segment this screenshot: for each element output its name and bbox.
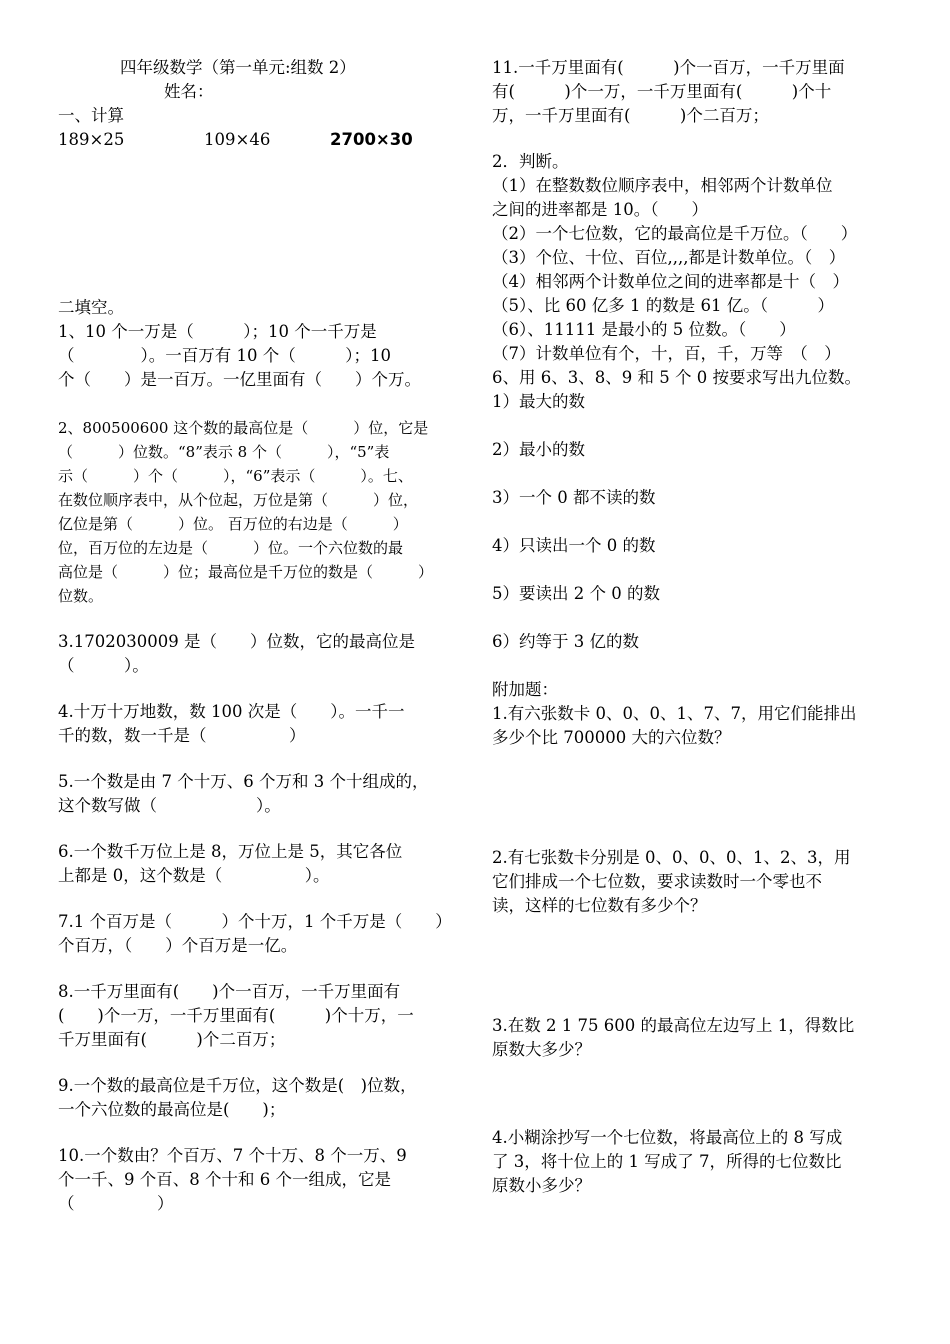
judge-heading: 2．判断。 xyxy=(492,152,569,171)
judge-item: （7）计数单位有个，十，百，千，万等 （ ） xyxy=(492,344,841,363)
q5-line: 这个数写做（ ）。 xyxy=(58,796,281,815)
extra-line: 4.小糊涂抄写一个七位数，将最高位上的 8 写成 xyxy=(492,1128,843,1147)
judge-item: 之间的进率都是 10。（ ） xyxy=(492,200,708,219)
question-10 xyxy=(58,1144,458,1216)
judge-item: （4）相邻两个计数单位之间的进率都是十（ ） xyxy=(492,272,849,291)
judge-item: （1）在整数数位顺序表中，相邻两个计数单位 xyxy=(492,176,833,195)
question-4 xyxy=(58,700,458,748)
left-column xyxy=(58,56,458,1216)
q3-line: 3.1702030009 是（ ）位数，它的最高位是 xyxy=(58,632,415,651)
question-3 xyxy=(58,630,458,678)
q11-line: 万，一千万里面有( )个二百万； xyxy=(492,106,769,125)
extra-line: 1.有六张数卡 0、0、0、1、7、7，用它们能排出 xyxy=(492,704,857,723)
calc-row xyxy=(58,128,458,152)
q4-line: 千的数，数一千是（ ） xyxy=(58,726,306,745)
q9-line: 一个六位数的最高位是( )； xyxy=(58,1100,286,1119)
q2-line: 示（ ）个（ ），“6”表示（ ）。七、 xyxy=(58,467,413,485)
q2-line: （ ）位数。“8”表示 8 个（ ），“5”表 xyxy=(58,443,390,461)
extra-line: 原数小多少？ xyxy=(492,1176,591,1195)
q2-line: 2、800500600 这个数的最高位是（ ）位，它是 xyxy=(58,419,429,437)
q5-line: 5.一个数是由 7 个十万、6 个万和 3 个十组成的， xyxy=(58,772,429,791)
q1-line: 1、10 个一万是（ ）；10 个一千万是 xyxy=(58,322,377,341)
q1-line: 个（ ）是一百万。一亿里面有（ ）个万。 xyxy=(58,370,421,389)
nine-digit-heading: 6、用 6、3、8、9 和 5 个 0 按要求写出九位数。 xyxy=(492,368,861,387)
q6-line: 6.一个数千万位上是 8，万位上是 5，其它各位 xyxy=(58,842,403,861)
judge-list xyxy=(492,174,902,366)
q11-line: 11.一千万里面有( )个一百万，一千万里面 xyxy=(492,58,845,77)
nine-digit-item: 3）一个 0 都不读的数 xyxy=(492,488,656,507)
nine-digit-item: 2）最小的数 xyxy=(492,440,585,459)
calc-item: 189×25 xyxy=(58,130,125,149)
q10-line: 10.一个数由？个百万、7 个十万、8 个一万、9 xyxy=(58,1146,407,1165)
q9-line: 9.一个数的最高位是千万位，这个数是( )位数， xyxy=(58,1076,417,1095)
judge-item: （6）、11111 是最小的 5 位数。（ ） xyxy=(492,320,796,339)
question-1 xyxy=(58,320,458,392)
q7-line: 7.1 个百万是（ ）个十万，1 个千万是（ ） xyxy=(58,912,452,931)
extra-question-2 xyxy=(492,846,902,918)
q8-line: 8.一千万里面有( )个一百万，一千万里面有 xyxy=(58,982,401,1001)
q8-line: 千万里面有( )个二百万； xyxy=(58,1030,286,1049)
section-fill-heading: 二填空。 xyxy=(58,298,124,317)
question-11 xyxy=(492,56,902,128)
calc-item: 109×46 xyxy=(204,130,271,149)
worksheet-title: 四年级数学（第一单元:组数 2） xyxy=(120,58,356,77)
q2-line: 高位是（ ）位；最高位是千万位的数是（ ） xyxy=(58,563,434,581)
calc-item: 2700×30 xyxy=(330,130,413,149)
extra-line: 它们排成一个七位数，要求读数时一个零也不 xyxy=(492,872,822,891)
section-calc-heading: 一、计算 xyxy=(58,106,124,125)
nine-digit-item: 5）要读出 2 个 0 的数 xyxy=(492,584,660,603)
q2-line: 在数位顺序表中，从个位起，万位是第（ ）位， xyxy=(58,491,419,509)
extra-line: 读，这样的七位数有多少个？ xyxy=(492,896,707,915)
extra-heading: 附加题： xyxy=(492,680,558,699)
nine-digit-item: 4）只读出一个 0 的数 xyxy=(492,536,656,555)
q10-line: 个一千、9 个百、8 个十和 6 个一组成，它是 xyxy=(58,1170,391,1189)
question-5 xyxy=(58,770,458,818)
q1-line: （ ）。一百万有 10 个（ ）；10 xyxy=(58,346,391,365)
judge-item: （5）、比 60 亿多 1 的数是 61 亿。（ ） xyxy=(492,296,834,315)
extra-question-3 xyxy=(492,1014,902,1062)
judge-item: （2）一个七位数，它的最高位是千万位。（ ） xyxy=(492,224,858,243)
q11-line: 有( )个一万，一千万里面有( )个十 xyxy=(492,82,832,101)
nine-digit-list xyxy=(492,390,902,654)
extra-line: 多少个比 700000 大的六位数？ xyxy=(492,728,731,747)
q4-line: 4.十万十万地数，数 100 次是（ ）。一千一 xyxy=(58,702,405,721)
q2-line: 位，百万位的左边是（ ）位。一个六位数的最 xyxy=(58,539,404,557)
extra-line: 原数大多少？ xyxy=(492,1040,591,1059)
extra-line: 了 3，将十位上的 1 写成了 7，所得的七位数比 xyxy=(492,1152,842,1171)
q8-line: ( )个一万，一千万里面有( )个十万，一 xyxy=(58,1006,414,1025)
judge-item: （3）个位、十位、百位,,,,都是计数单位。（ ） xyxy=(492,248,846,267)
q10-line: （ ） xyxy=(58,1194,174,1213)
extra-line: 2.有七张数卡分别是 0、0、0、0、1、2、3，用 xyxy=(492,848,851,867)
q7-line: 个百万，（ ）个百万是一亿。 xyxy=(58,936,298,955)
q3-line: （ ）。 xyxy=(58,656,149,675)
nine-digit-item: 6）约等于 3 亿的数 xyxy=(492,632,639,651)
q6-line: 上都是 0，这个数是（ ）。 xyxy=(58,866,330,885)
right-column xyxy=(492,56,902,1198)
extra-question-4 xyxy=(492,1126,902,1198)
question-6 xyxy=(58,840,458,888)
extra-question-1 xyxy=(492,702,902,750)
question-8 xyxy=(58,980,458,1052)
name-label: 姓名： xyxy=(164,82,214,101)
question-9 xyxy=(58,1074,458,1122)
nine-digit-item: 1）最大的数 xyxy=(492,392,585,411)
q2-line: 亿位是第（ ）位。 百万位的右边是（ ） xyxy=(58,515,408,533)
q2-line: 位数。 xyxy=(58,587,104,605)
question-7 xyxy=(58,910,458,958)
question-2 xyxy=(58,416,458,608)
extra-line: 3.在数 2 1 75 600 的最高位左边写上 1，得数比 xyxy=(492,1016,855,1035)
